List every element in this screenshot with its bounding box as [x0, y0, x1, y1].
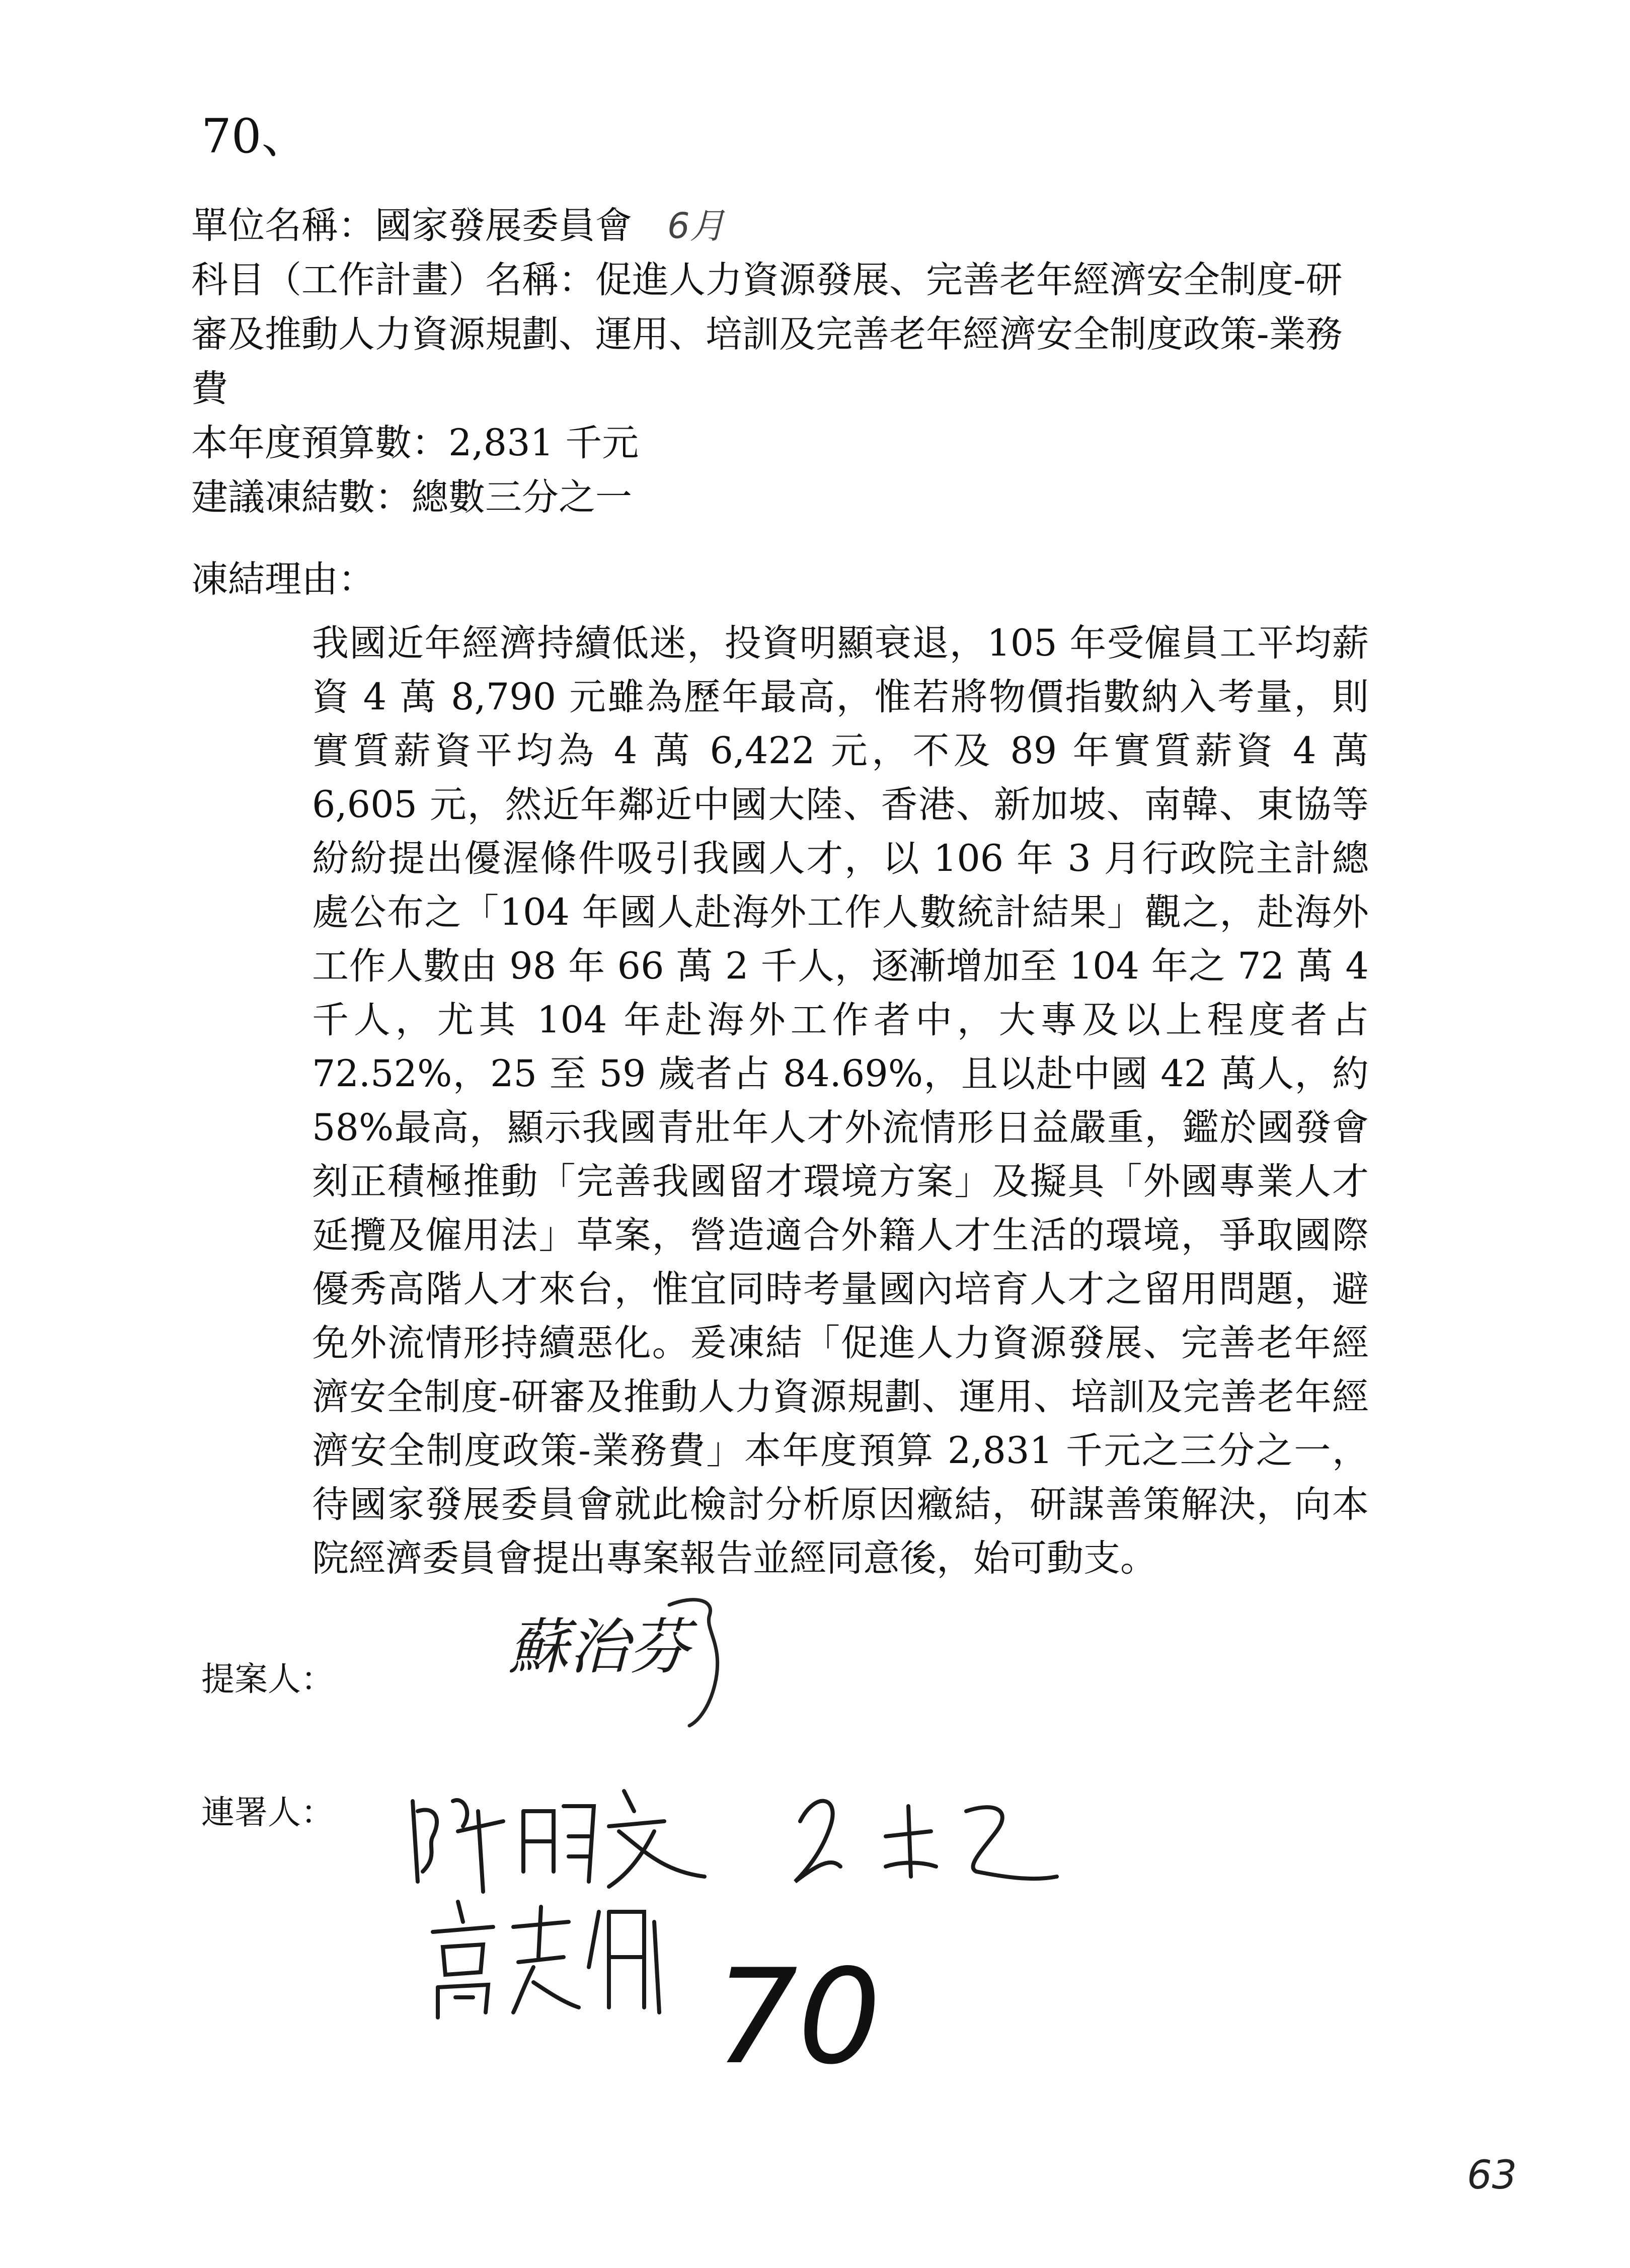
unit-line — [191, 199, 1399, 253]
subject-line: 科目（工作計畫）名稱：促進人力資源發展、完善老年經濟安全制度-研審及推動人力資源規劃、運用、培訓及完善老年經濟安全制度政策-業務費 — [191, 259, 1343, 410]
reason-label: 凍結理由： — [191, 558, 375, 601]
proposer-signature: 蘇治芬 — [508, 1612, 689, 1682]
cosigner-signature-3 — [418, 1892, 679, 2022]
item-number: 70、 — [201, 109, 309, 164]
proposer-signature-flourish — [654, 1585, 755, 1736]
cosigner-signature-1 — [403, 1781, 715, 1902]
reason-paragraph: 我國近年經濟持續低迷，投資明顯衰退，105 年受僱員工平均薪資 4 萬 8,790 元雖為歷年最高，惟若將物價指數納入考量，則實質薪資平均為 4 萬 6,422 元，不及 89 年實質薪資 4 萬 6,605 元，然近年鄰近中國大陸、香港、新加坡、南韓、東協等紛紛提出優渥條件吸引我國人才，以 106 年 3 月行政院主計總處公布之「104 年國人赴海外工作人數統計結果」觀之，赴海外工作人數由 98 年 66 萬 2 千人，逐漸增加至 104 年之 72 萬 4 千人，尤其 104 年赴海外工作者中，大專及以上程度者占 72.52%，25 至 59 歲者占 84.69%，且以赴中國 42 萬人，約 58%最高，顯示我國青壯年人才外流情形日益嚴重，鑑於國發會刻正積極推動「完善我國留才環境方案」及擬具「外國專業人才延攬及僱用法」草案，營造適合外籍人才生活的環境，爭取國際優秀高階人才來台，惟宜同時考量國內培育人才之留用問題，避免外流情形持續惡化。爰凍結「促進人力資源發展、完善老年經濟安全制度-研審及推動人力資源規劃、運用、培訓及完善老年經濟安全制度政策-業務費」本年度預算 2,831 千元之三分之一，待國家發展委員會就此檢討分析原因癥結，研謀善策解決，向本院經濟委員會提出專案報告並經同意後，始可動支。 — [312, 622, 1369, 1580]
unit-label: 單位名稱： — [191, 204, 375, 247]
proposal-header — [191, 199, 1399, 525]
freeze-amount-line: 建議凍結數：總數三分之一 — [191, 476, 632, 519]
unit-handwritten-note: 6月 — [667, 205, 725, 247]
handwritten-item-number: 70 — [715, 1941, 881, 2093]
cosigner-signature-2 — [785, 1781, 1067, 1892]
cosigner-label: 連署人： — [201, 1793, 334, 1832]
page-number: 63 — [1467, 2153, 1517, 2198]
unit-name: 國家發展委員會 — [375, 204, 632, 247]
proposer-label: 提案人： — [201, 1660, 334, 1698]
budget-line: 本年度預算數：2,831 千元 — [191, 422, 639, 464]
